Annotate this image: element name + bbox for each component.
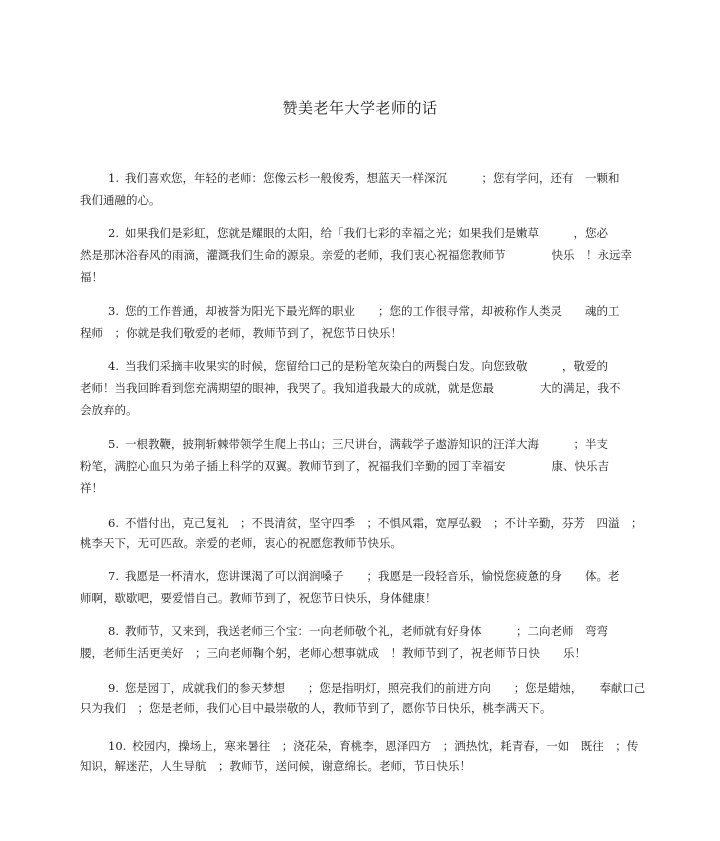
- paragraph-line: 福！: [80, 270, 103, 284]
- paragraph-number: 10.: [108, 739, 127, 753]
- paragraph-number: 6.: [108, 516, 119, 530]
- paragraph-line: 我们通融的心。: [80, 193, 161, 207]
- paragraph-number: 4.: [108, 359, 119, 373]
- paragraph-number: 9.: [108, 681, 119, 695]
- paragraph-text: 我愿是一杯清水，您讲课渴了可以润润嗓子 ；我愿是一段轻音乐，愉悦您疲惫的身 体。老: [124, 569, 620, 583]
- paragraph-line: 粉笔，满腔心血只为弟子插上科学的双翼。教师节到了，祝福我们辛勤的园丁幸福安 康、快乐吉: [80, 459, 609, 473]
- paragraph-text: 不惜付出，克己复礼 ；不畏清贫，坚守四季 ；不惧风霜，宽厚弘毅 ；不计辛勤，芬芳 四溢 ；: [124, 516, 643, 530]
- paragraph-line: 桃李天下，无可匹敌。亲爱的老师，衷心的祝愿您教师节快乐。: [80, 536, 402, 550]
- paragraph-text: 您的工作普通，却被誉为阳光下最光辉的职业 ；您的工作很寻常，却被称作人类灵 魂的工: [124, 304, 620, 318]
- paragraph-line: 会放弃的。: [80, 403, 138, 417]
- paragraph-line: 然是那沐浴春风的雨滴，灌溉我们生命的源泉。亲爱的老师，我们衷心祝福您教师节 快乐 ！永远幸: [80, 248, 632, 262]
- paragraph-line: [108, 358, 608, 374]
- paragraph-text: 如果我们是彩虹，您就是耀眼的太阳，给「我们七彩的幸福之光；如果我们是嫩草 ，您必: [124, 226, 608, 240]
- paragraph-line: 老师！当我回眸看到您充满期望的眼神，我哭了。我知道我最大的成就，就是您最 大的满足，我不: [80, 381, 621, 395]
- paragraph-line: [108, 568, 619, 584]
- paragraph-line: [108, 680, 645, 696]
- paragraph-line: [108, 303, 619, 319]
- paragraph-text: 校园内，操场上，寒来暑往 ；浇花朵，育桃李，恩泽四方 ；洒热忱，耗青春，一如 既往 ；传: [132, 739, 639, 753]
- paragraph-line: [108, 515, 642, 531]
- document-title: 赞美老年大学老师的话: [282, 99, 438, 117]
- paragraph-number: 8.: [108, 624, 119, 638]
- paragraph-line: 师啊，歇歇吧，要爱惜自己。教师节到了，祝您节日快乐，身体健康！: [80, 591, 437, 605]
- paragraph-line: [108, 225, 608, 241]
- paragraph-number: 7.: [108, 569, 119, 583]
- paragraph-number: 1.: [108, 171, 119, 185]
- paragraph-text: 我们喜欢您，年轻的老师：您像云杉一般俊秀，想蓝天一样深沉 ；您有学问，还有 一颗和: [124, 171, 620, 185]
- paragraph-line: 祥！: [80, 481, 103, 495]
- paragraph-line: [108, 170, 619, 186]
- paragraph-line: 程师 ；你就是我们敬爱的老师，教师节到了，祝您节日快乐！: [80, 326, 402, 340]
- paragraph-text: 一根教鞭，披荆斩棘带领学生爬上书山；三尺讲台，满载学子遨游知识的汪洋大海 ；半支: [124, 437, 608, 451]
- paragraph-line: 只为我们 ；您是老师，我们心目中最崇敬的人，教师节到了，愿你节日快乐，桃李满天下。: [80, 701, 552, 715]
- paragraph-text: 当我们采摘丰收果实的时候，您留给口己的是粉笔灰染白的两鬓白发。向您致敬 ，敬爱的: [124, 359, 608, 373]
- paragraph-line: [108, 738, 638, 754]
- paragraph-text: 您是园丁，成就我们的参天梦想 ；您是指明灯，照亮我们的前进方向 ；您是蜡烛， 奉献口己: [124, 681, 646, 695]
- paragraph-number: 2.: [108, 226, 119, 240]
- paragraph-text: 教师节，又来到，我送老师三个宝：一向老师敬个礼，老师就有好身体 ；二向老师 弯弯: [124, 624, 608, 638]
- paragraph-line: [108, 436, 608, 452]
- paragraph-number: 3.: [108, 304, 119, 318]
- paragraph-line: [108, 623, 608, 639]
- paragraph-line: 知识，解迷茫，人生导航 ；教师节，送问候，谢意绵长。老师，节日快乐！: [80, 759, 471, 773]
- paragraph-number: 5.: [108, 437, 119, 451]
- paragraph-line: 腰，老师生活更美好 ；三向老师鞠个躬，老师心想事就成 ！教师节到了，祝老师节日快 乐！: [80, 646, 586, 660]
